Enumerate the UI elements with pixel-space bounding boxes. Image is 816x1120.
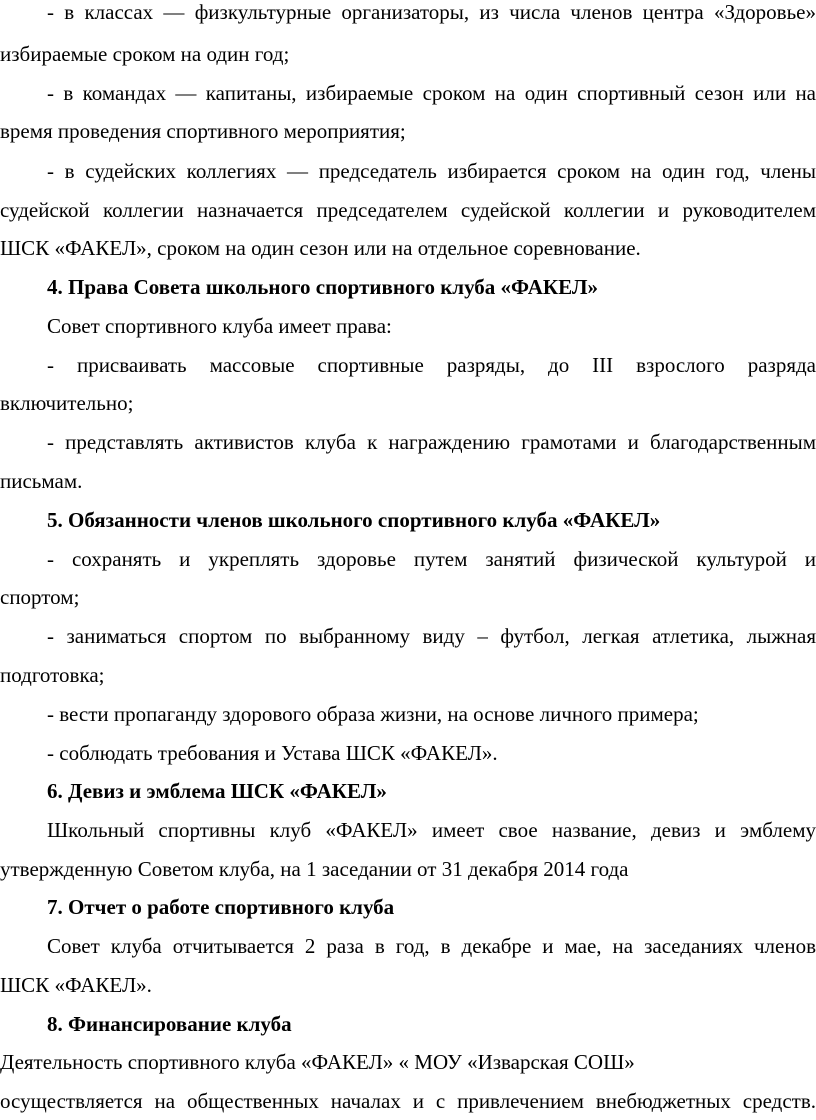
text-line: судейской коллегии назначается председателем судейской коллегии и руководителем (0, 198, 816, 222)
text-line: Деятельность спортивного клуба «ФАКЕЛ» « МОУ «Изварская СОШ» (0, 1050, 635, 1074)
text-line: избираемые сроком на один год; (0, 42, 290, 66)
text-line: - сохранять и укреплять здоровье путем занятий физической культурой и (47, 547, 816, 571)
text-line: Совет клуба отчитывается 2 раза в год, в декабре и мае, на заседаниях членов (47, 934, 816, 958)
section-heading: 6. Девиз и эмблема ШСК «ФАКЕЛ» (47, 779, 387, 803)
text-line: - в классах — физкультурные организаторы, из числа членов центра «Здоровье» (47, 0, 816, 24)
text-line: - представлять активистов клуба к награждению грамотами и благодарственным (47, 430, 816, 454)
section-heading: 5. Обязанности членов школьного спортивного клуба «ФАКЕЛ» (47, 508, 661, 532)
text-line: спортом; (0, 585, 80, 609)
text-line: время проведения спортивного мероприятия; (0, 119, 406, 143)
section-heading: 8. Финансирование клуба (47, 1012, 292, 1036)
text-line: - заниматься спортом по выбранному виду – футбол, легкая атлетика, лыжная (47, 624, 816, 648)
text-line: Совет спортивного клуба имеет права: (47, 314, 392, 338)
text-line: - вести пропаганду здорового образа жизни, на основе личного примера; (47, 702, 699, 726)
text-line: ШСК «ФАКЕЛ». (0, 973, 152, 997)
text-line: Школьный спортивны клуб «ФАКЕЛ» имеет свое название, девиз и эмблему (47, 818, 816, 842)
section-heading: 4. Права Совета школьного спортивного клуба «ФАКЕЛ» (47, 275, 599, 299)
text-line: включительно; (0, 391, 134, 415)
section-heading: 7. Отчет о работе спортивного клуба (47, 895, 395, 919)
text-line: - присваивать массовые спортивные разряды, до III взрослого разряда (47, 353, 816, 377)
text-line: - соблюдать требования и Устава ШСК «ФАКЕЛ». (47, 741, 498, 765)
text-line: письмам. (0, 469, 83, 493)
text-line: - в командах — капитаны, избираемые сроком на один спортивный сезон или на (47, 81, 816, 105)
text-line: утвержденную Советом клуба, на 1 заседании от 31 декабря 2014 года (0, 857, 629, 881)
text-line: осуществляется на общественных началах и с привлечением внебюджетных средств. (0, 1089, 816, 1113)
text-line: ШСК «ФАКЕЛ», сроком на один сезон или на отдельное соревнование. (0, 236, 641, 260)
text-line: подготовка; (0, 663, 105, 687)
text-line: - в судейских коллегиях — председатель избирается сроком на один год, члены (47, 159, 816, 183)
